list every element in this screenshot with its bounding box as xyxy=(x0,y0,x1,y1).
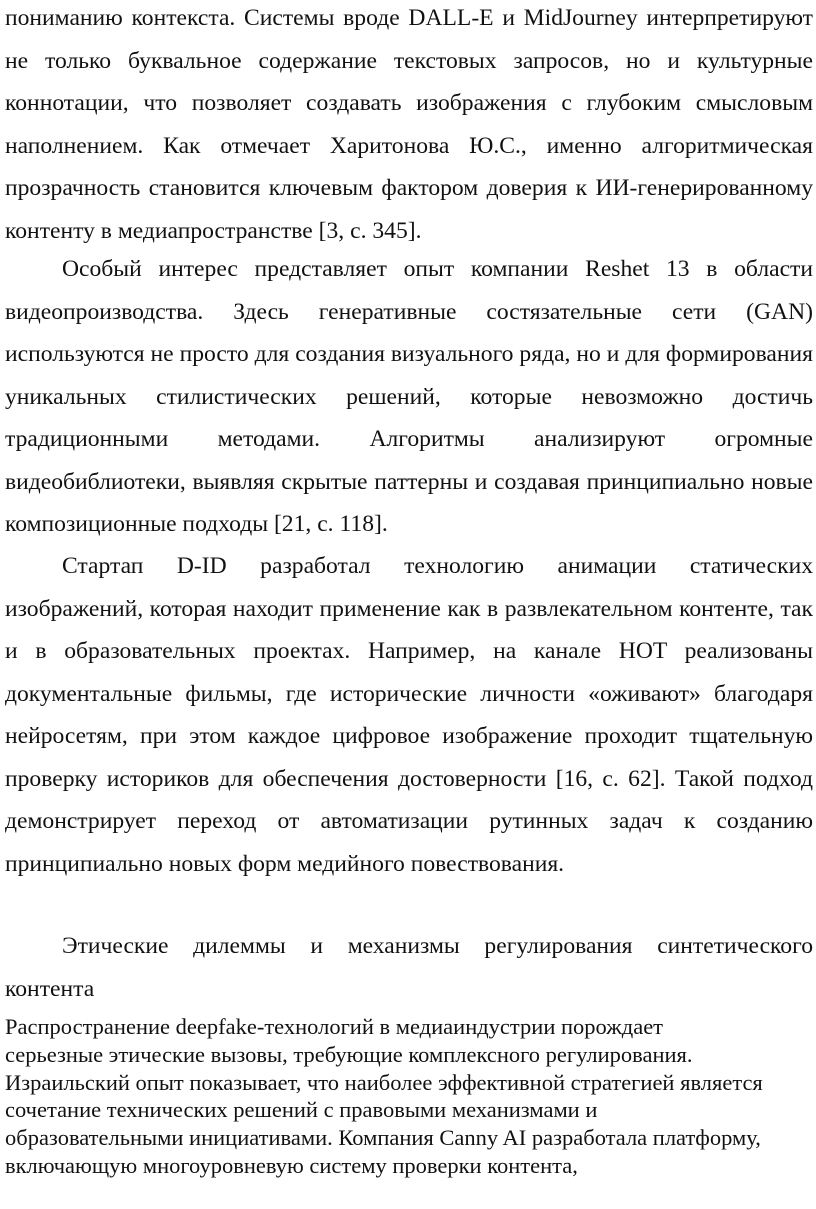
paragraph-continuation: пониманию контекста. Системы вроде DALL-E и MidJourney интерпретируют не только буквальное содержание текстовых запросов, но и культурные коннотации, что позволяет создавать изображения с глубоким смысловым наполнением. Как отмечает Харитонова Ю.С., именно алгоритмическая прозрачность становится ключевым фактором доверия к ИИ-генерированному контенту в медиапространстве [3, с. 345]. xyxy=(5,5,813,244)
paragraph-d-id: Стартап D-ID разработал технологию анимации статических изображений, которая находит применение как в развлекательном контенте, так и в образовательных проектах. Например, на канале HOT реализованы документальные фильмы, где исторические личности «оживают» благодаря нейросетям, при этом каждое цифровое изображение проходит тщательную проверку историков для обеспечения достоверности [16, с. 62]. Такой подход демонстрирует переход от автоматизации рутинных задач к созданию принципиально новых форм медийного повествования. xyxy=(5,553,813,877)
section-heading: Этические дилеммы и механизмы регулирования синтетического контента xyxy=(5,933,813,1002)
paragraph-reshet: Особый интерес представляет опыт компании Reshet 13 в области видеопроизводства. Здесь генеративные состязательные сети (GAN) используются не просто для создания визуального ряда, но и для формирования уникальных стилистических решений, которые невозможно достичь традиционными методами. Алгоритмы анализируют огромные видеобиблиотеки, выявляя скрытые паттерны и создавая принципиально новые композиционные подходы [21, с. 118]. xyxy=(5,256,813,537)
paragraph-deepfake: Распространение deepfake-технологий в медиаиндустрии порождает серьезные этические вызовы, требующие комплексного регулирования. Израильский опыт показывает, что наиболее эффективной стратегией является сочетание технических решений с правовыми механизмами и образовательными инициативами. Компания Canny AI разработала платформу, включающую многоуровневую систему проверки контента, xyxy=(5,1014,763,1178)
